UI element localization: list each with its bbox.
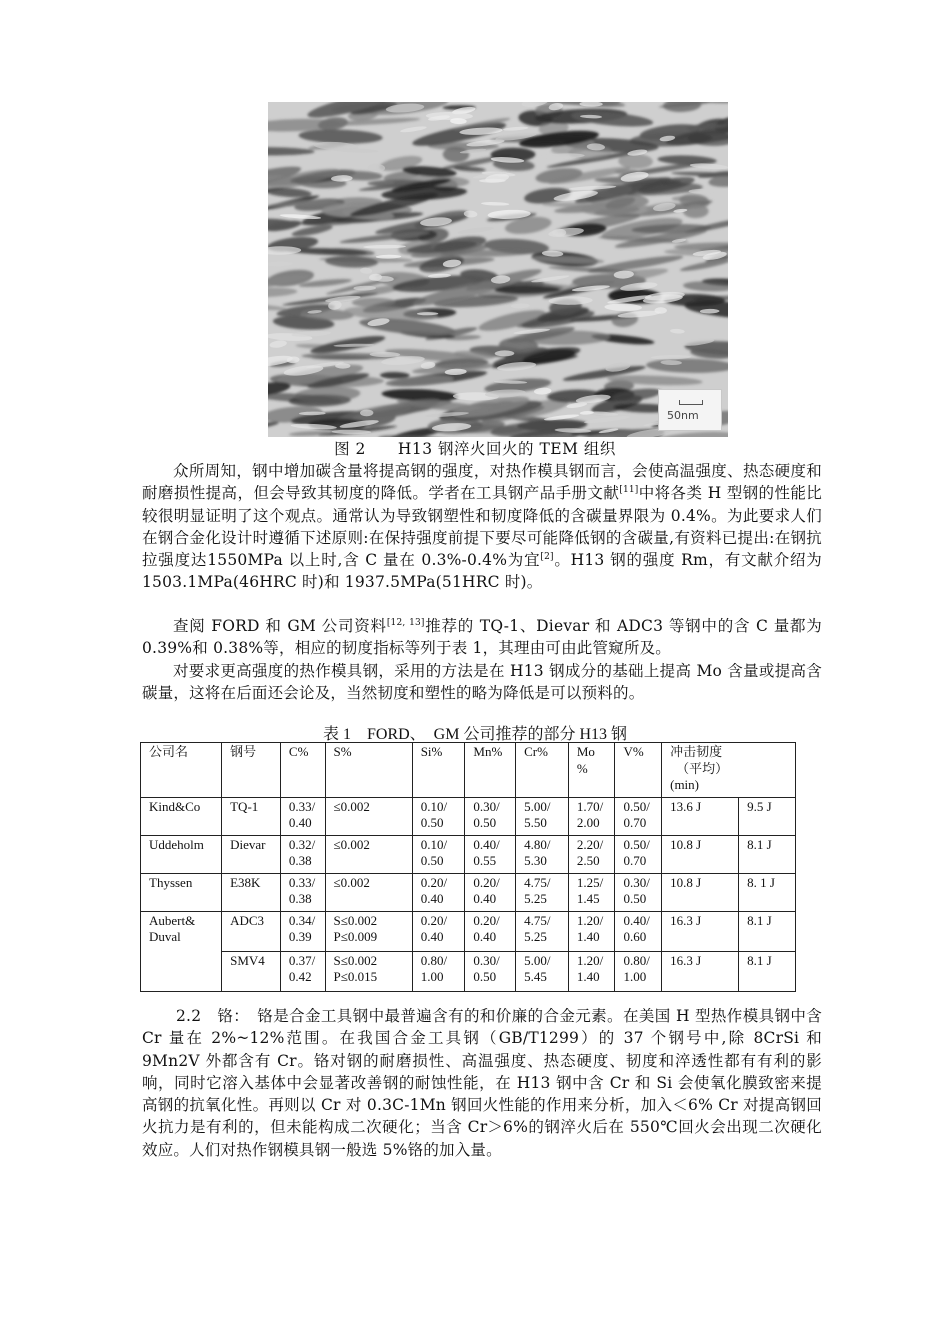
cell-mo: 2.20/ 2.50 xyxy=(568,835,615,873)
cell-impact-avg: 16.3 J xyxy=(662,951,739,991)
table-row xyxy=(141,951,796,991)
cell-grade: E38K xyxy=(222,873,281,911)
paragraph-ford-gm xyxy=(142,615,822,660)
cell-impact-min: 9.5 J xyxy=(739,797,796,835)
cell-mo: 1.25/ 1.45 xyxy=(568,873,615,911)
header-mn: Mn% xyxy=(465,743,516,798)
cell-mn: 0.30/ 0.50 xyxy=(465,951,516,991)
cell-c: 0.37/ 0.42 xyxy=(280,951,325,991)
cell-impact-avg: 10.8 J xyxy=(662,835,739,873)
cell-c: 0.33/ 0.40 xyxy=(280,797,325,835)
header-mo xyxy=(568,743,615,798)
cell-grade: SMV4 xyxy=(222,951,281,991)
cell-s: S≤0.002 P≤0.015 xyxy=(325,951,412,991)
cell-cr: 5.00/ 5.50 xyxy=(516,797,569,835)
highlight xyxy=(552,229,566,237)
header-grade: 钢号 xyxy=(222,743,281,798)
cell-impact-avg: 10.8 J xyxy=(662,873,739,911)
paragraph-carbon xyxy=(142,460,822,594)
cell-impact-min: 8. 1 J xyxy=(739,873,796,911)
cell-cr: 4.80/ 5.30 xyxy=(516,835,569,873)
cell-si: 0.80/ 1.00 xyxy=(412,951,465,991)
cell-impact-min: 8.1 J xyxy=(739,911,796,951)
header-mo-b: % xyxy=(576,760,588,776)
cell-v: 0.80/ 1.00 xyxy=(615,951,662,991)
header-si: Si% xyxy=(412,743,465,798)
citation: [12, 13] xyxy=(386,617,425,628)
cell-si: 0.10/ 0.50 xyxy=(412,797,465,835)
cell-company: Kind&Co xyxy=(141,797,222,835)
cell-si: 0.20/ 0.40 xyxy=(412,911,465,951)
paragraph-text: 中将各类 H 型钢的性能比较很明显证明了这个观点。通常认为导致钢塑性和韧度降低的含碳量界限为 0.4%。为此要求人们在钢合金化设计时遵循下述原则:在保持强度前提下要尽可能降低钢的含碳量,有资料已提出:在钢抗拉强度达1550MPa 以上时,含 C 量在 0.3%-0.4%为宜 xyxy=(142,484,822,570)
cell-company: Thyssen xyxy=(141,873,222,911)
citation: [11] xyxy=(619,485,639,496)
table-row xyxy=(141,797,796,835)
table-row xyxy=(141,911,796,951)
cell-mo: 1.70/ 2.00 xyxy=(568,797,615,835)
header-mo-a: Mo xyxy=(576,744,595,759)
cell-mo: 1.20/ 1.40 xyxy=(568,951,615,991)
paragraph-text: 众所周知，钢中增加碳含量将提高钢的强度，对热作模具钢而言，会使高温强度、热态硬度和耐磨损性提高，但会导致其韧度的降低。学者在工具钢产品手册文献 xyxy=(142,462,822,503)
cell-v: 0.50/ 0.70 xyxy=(615,835,662,873)
header-company: 公司名 xyxy=(141,743,222,798)
header-s: S% xyxy=(325,743,412,798)
citation: [2] xyxy=(540,552,554,563)
micrograph-texture xyxy=(268,102,728,437)
header-impact-min: (min) xyxy=(670,777,699,792)
scale-bar xyxy=(658,389,722,431)
cell-impact-avg: 16.3 J xyxy=(662,911,739,951)
cell-si: 0.20/ 0.40 xyxy=(412,873,465,911)
header-c: C% xyxy=(280,743,325,798)
cell-mn: 0.40/ 0.55 xyxy=(465,835,516,873)
cell-impact-avg: 13.6 J xyxy=(662,797,739,835)
h13-composition-table xyxy=(140,742,796,992)
cell-impact-min: 8.1 J xyxy=(739,951,796,991)
cell-cr: 5.00/ 5.45 xyxy=(516,951,569,991)
paragraph-text: 。H13 钢的强度 Rm，有文献介绍为 1503.1MPa(46HRC 时)和 1937.5MPa(51HRC 时)。 xyxy=(142,551,822,592)
table-row xyxy=(141,873,796,911)
figure-caption: 图 2 H13 钢淬火回火的 TEM 组织 xyxy=(334,440,616,458)
cell-c: 0.33/ 0.38 xyxy=(280,873,325,911)
cell-company: Uddeholm xyxy=(141,835,222,873)
header-impact xyxy=(662,743,796,798)
cell-s: ≤0.002 xyxy=(325,873,412,911)
table-row xyxy=(141,835,796,873)
cell-v: 0.30/ 0.50 xyxy=(615,873,662,911)
cell-v: 0.50/ 0.70 xyxy=(615,797,662,835)
cell-grade: TQ-1 xyxy=(222,797,281,835)
cell-mn: 0.20/ 0.40 xyxy=(465,911,516,951)
cell-s: S≤0.002 P≤0.009 xyxy=(325,911,412,951)
cell-mn: 0.20/ 0.40 xyxy=(465,873,516,911)
scale-bar-line xyxy=(679,400,703,405)
table-header-row xyxy=(141,743,796,798)
table-title: 表 1 FORD、 GM 公司推荐的部分 H13 钢 xyxy=(322,726,628,743)
cell-impact-min: 8.1 J xyxy=(739,835,796,873)
cell-s: ≤0.002 xyxy=(325,797,412,835)
header-cr: Cr% xyxy=(516,743,569,798)
cell-s: ≤0.002 xyxy=(325,835,412,873)
paragraph-higher-strength: 对要求更高强度的热作模具钢，采用的方法是在 H13 钢成分的基础上提高 Mo 含量或提高含碳量，这将在后面还会论及，当然韧度和塑性的略为降低是可以预料的。 xyxy=(142,662,822,703)
tem-micrograph-image xyxy=(268,102,728,437)
paragraph-text: 推荐的 TQ-1、Dievar 和 ADC3 等钢中的含 C 量都为 0.39%和 0.38%等，相应的韧度指标等列于表 1，其理由可由此管窥所及。 xyxy=(142,617,823,658)
highlight xyxy=(688,189,715,194)
cell-v: 0.40/ 0.60 xyxy=(615,911,662,951)
cell-si: 0.10/ 0.50 xyxy=(412,835,465,873)
scale-bar-label: 50nm xyxy=(667,409,699,422)
header-v: V% xyxy=(615,743,662,798)
cell-grade: Dievar xyxy=(222,835,281,873)
paragraph-chromium: 2.2 铬： 铬是合金工具钢中最普遍含有的和价廉的合金元素。在美国 H 型热作模具钢中含 Cr 量在 2%~12%范围。在我国合金工具钢（GB/T1299）的 37 个钢号中,除 8CrSi 和 9Mn2V 外都含有 Cr。铬对钢的耐磨损性、高温强度、热态硬度、韧度和淬透性都有有利的影响，同时它溶入基体中会显著改善钢的耐蚀性能，在 H13 钢中含 Cr 和 Si 会使氧化膜致密来提高钢的抗氧化性。再则以 Cr 对 0.3C-1Mn 钢回火性能的作用来分析，加入＜6% Cr 对提高钢回火抗力是有利的，但未能构成二次硬化；当含 Cr＞6%的钢淬火后在 550℃回火会出现二次硬化效应。人们对热作钢模具钢一般选 5%铬的加入量。 xyxy=(142,1007,822,1159)
cell-mo: 1.20/ 1.40 xyxy=(568,911,615,951)
cell-c: 0.34/ 0.39 xyxy=(280,911,325,951)
paragraph-text: 查阅 FORD 和 GM 公司资料 xyxy=(173,617,387,635)
cell-mn: 0.30/ 0.50 xyxy=(465,797,516,835)
cell-c: 0.32/ 0.38 xyxy=(280,835,325,873)
cell-grade: ADC3 xyxy=(222,911,281,951)
cell-company: Aubert& Duval xyxy=(141,911,222,991)
cell-cr: 4.75/ 5.25 xyxy=(516,911,569,951)
cell-cr: 4.75/ 5.25 xyxy=(516,873,569,911)
header-impact-title: 冲击韧度 xyxy=(670,744,723,759)
header-impact-avg: （平均） xyxy=(676,760,729,776)
